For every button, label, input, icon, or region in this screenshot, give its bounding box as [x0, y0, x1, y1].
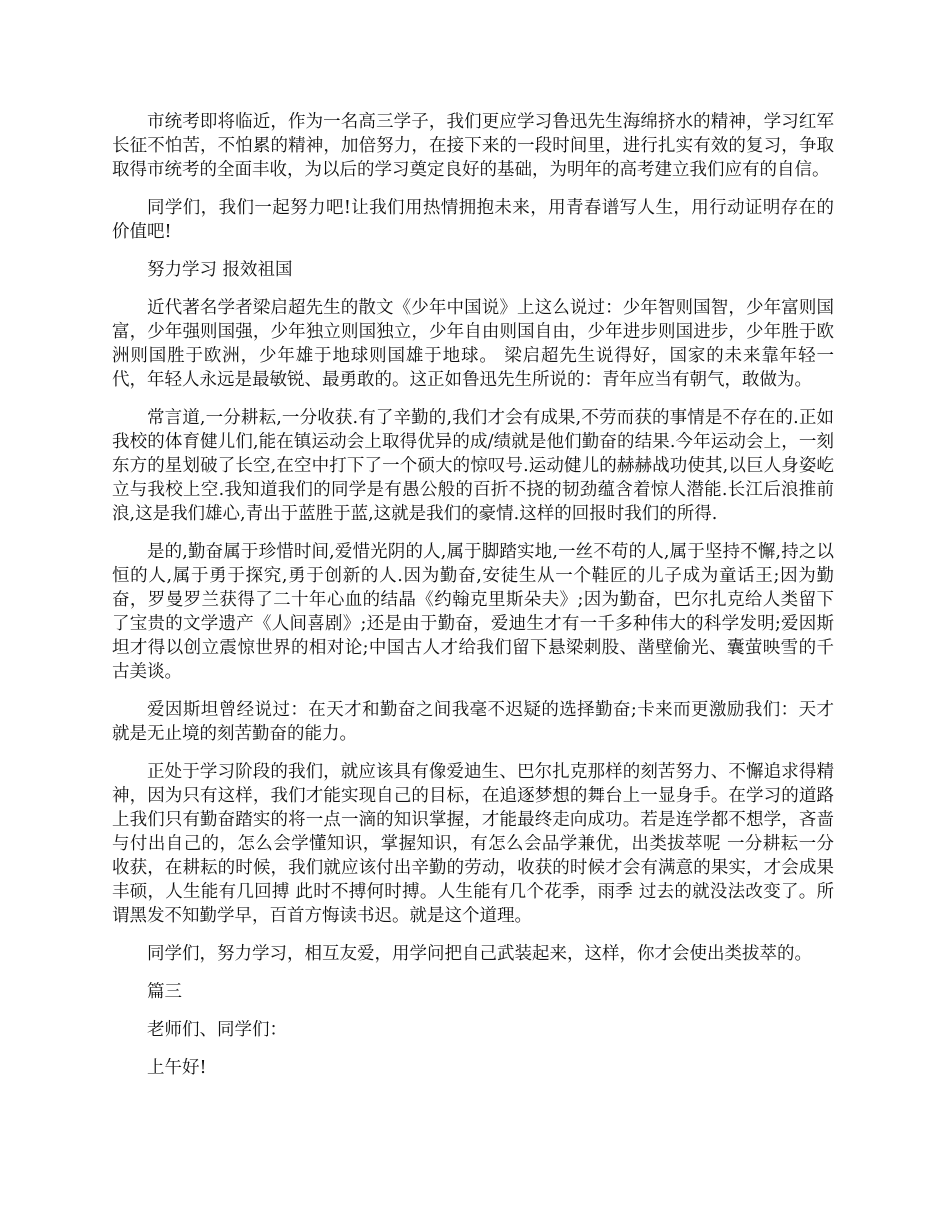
- section-heading: 努力学习 报效祖国: [147, 260, 293, 280]
- paragraph-study-stage: 正处于学习阶段的我们，就应该具有像爱迪生、巴尔扎克那样的刻苦努力、不懈追求得精神，因为只有这样，我们才能实现自己的目标，在追逐梦想的舞台上一显身手。在学习的道路上我们只有勤奋踏实的将一点一滴的知识掌握，才能最终走向成功。若是连学都不想学，吝啬与付出自己的，怎么会学懂知识，掌握知识，有怎么会品学兼优，出类拔萃呢 一分耕耘一分收获，在耕耘的时候，我们就应该付出辛勤的劳动，收获的时候才会有满意的果实，才会成果丰硕，人生能有几回搏 此时不搏何时搏。人生能有几个花季，雨季 过去的就没法改变了。所谓黑发不知勤学早，百首方悔读书迟。就是这个道理。: [112, 762, 834, 926]
- paragraph-exam-preparation: 市统考即将临近，作为一名高三学子，我们更应学习鲁迅先生海绵挤水的精神，学习红军长征不怕苦，不怕累的精神，加倍努力，在接下来的一段时间里，进行扎实有效的复习，争取取得市统考的全面丰收，为以后的学习奠定良好的基础，为明年的高考建立我们应有的自信。: [112, 112, 834, 180]
- paragraph-closing: 同学们，努力学习，相互友爱，用学问把自己武装起来，这样，你才会使出类拔萃的。: [147, 944, 812, 964]
- paragraph-call-to-action: 同学们，我们一起努力吧!让我们用热情拥抱未来，用青春谱写人生，用行动证明存在的价值吧!: [112, 198, 834, 242]
- section-label: 篇三: [147, 982, 182, 1002]
- salutation: 老师们、同学们：: [147, 1020, 287, 1040]
- document-body: [112, 110, 834, 1094]
- paragraph-sports-meet: 常言道,一分耕耘,一分收获.有了辛勤的,我们才会有成果,不劳而获的事情是不存在的.正如我校的体育健儿们,能在镇运动会上取得优异的成/绩就是他们勤奋的结果.今年运动会上，一刻东方的星划破了长空,在空中打下了一个硕大的惊叹号.运动健儿的赫赫战功使其,以巨人身姿屹立与我校上空.我知道我们的同学是有愚公般的百折不挠的韧劲蕴含着惊人潜能.长江后浪推前浪,这是我们雄心,青出于蓝胜于蓝,这就是我们的豪情.这样的回报时我们的所得.: [112, 408, 834, 524]
- paragraph-liang-qichao: 近代著名学者梁启超先生的散文《少年中国说》上这么说过：少年智则国智，少年富则国富，少年强则国强，少年独立则国独立，少年自由则国自由，少年进步则国进步，少年胜于欧洲则国胜于欧洲，少年雄于地球则国雄于地球。 梁启超先生说得好，国家的未来靠年轻一代，年轻人永远是最敏锐、最勇敢的。这正如鲁迅先生所说的：青年应当有朝气，敢做为。: [112, 298, 834, 390]
- greeting: 上午好!: [147, 1058, 207, 1078]
- paragraph-diligence: 是的,勤奋属于珍惜时间,爱惜光阴的人,属于脚踏实地,一丝不苟的人,属于坚持不懈,持之以恒的人,属于勇于探究,勇于创新的人.因为勤奋,安徒生从一个鞋匠的儿子成为童话王;因为勤奋，罗曼罗兰获得了二十年心血的结晶《约翰克里斯朵夫》;因为勤奋，巴尔扎克给人类留下了宝贵的文学遗产《人间喜剧》;还是由于勤奋，爱迪生才有一千多种伟大的科学发明;爱因斯坦才得以创立震惊世界的相对论;中国古人才给我们留下悬梁刺股、凿壁偷光、囊萤映雪的千古美谈。: [112, 542, 834, 682]
- paragraph-einstein-quote: 爱因斯坦曾经说过：在天才和勤奋之间我毫不迟疑的选择勤奋;卡来而更激励我们：天才就是无止境的刻苦勤奋的能力。: [112, 700, 834, 744]
